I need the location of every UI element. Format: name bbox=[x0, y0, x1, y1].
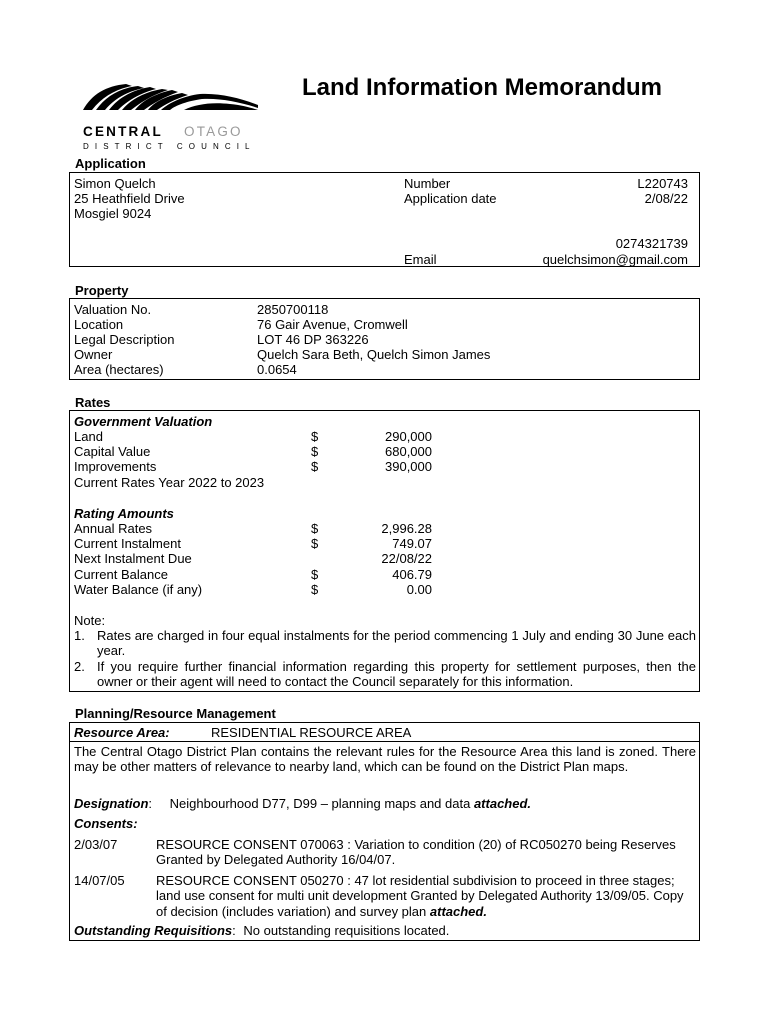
consent-text: RESOURCE CONSENT 050270 : 47 lot residential subdivision to proceed in three stages; land use consent for multi unit development Granted by Delegated Authority 13/09/05. Copy of decision (includes variation) and survey plan bbox=[156, 873, 684, 919]
email-label: Email bbox=[404, 252, 437, 267]
rates-label: Next Instalment Due bbox=[74, 551, 192, 566]
rates-value: 290,000 bbox=[385, 429, 432, 444]
designation-row bbox=[74, 796, 531, 811]
currency-symbol: $ bbox=[311, 521, 319, 536]
divider bbox=[70, 741, 699, 742]
property-box bbox=[69, 298, 700, 380]
property-value: 76 Gair Avenue, Cromwell bbox=[257, 317, 408, 332]
rating-amounts-heading: Rating Amounts bbox=[74, 506, 174, 521]
planning-box bbox=[69, 722, 700, 941]
currency-symbol: $ bbox=[311, 444, 319, 459]
consent-text-block bbox=[156, 873, 688, 919]
rates-value: 0.00 bbox=[406, 582, 432, 597]
property-label: Owner bbox=[74, 347, 113, 362]
note-item bbox=[74, 628, 696, 659]
property-label: Location bbox=[74, 317, 124, 332]
currency-symbol: $ bbox=[311, 429, 319, 444]
applicant-address-line1: 25 Heathfield Drive bbox=[74, 191, 185, 206]
consent-text-block bbox=[156, 837, 676, 868]
notes-list bbox=[74, 628, 696, 689]
property-label: Legal Description bbox=[74, 332, 175, 347]
rates-value: 22/08/22 bbox=[381, 551, 432, 566]
rates-label: Annual Rates bbox=[74, 521, 153, 536]
currency-symbol: $ bbox=[311, 567, 319, 582]
resource-area-label: Resource Area: bbox=[74, 725, 170, 740]
logo-wordmark-accent: OTAGO bbox=[184, 124, 243, 139]
applicant-address-line2: Mosgiel 9024 bbox=[74, 206, 152, 221]
rates-label: Capital Value bbox=[74, 444, 151, 459]
application-number: L220743 bbox=[637, 176, 688, 191]
note-item bbox=[74, 659, 696, 690]
designation-colon: : bbox=[148, 796, 153, 811]
property-value: LOT 46 DP 363226 bbox=[257, 332, 369, 347]
currency-symbol: $ bbox=[311, 459, 319, 474]
number-label: Number bbox=[404, 176, 451, 191]
currency-symbol: $ bbox=[311, 536, 319, 551]
property-value: 2850700118 bbox=[257, 302, 329, 317]
requisitions-colon: : bbox=[232, 923, 236, 938]
consent-date: 14/07/05 bbox=[74, 873, 125, 888]
property-value: 0.0654 bbox=[257, 362, 297, 377]
currency-symbol: $ bbox=[311, 582, 319, 597]
designation-attached: attached. bbox=[473, 796, 532, 811]
consent-text: RESOURCE CONSENT 070063 : Variation to condition (20) of RC050270 being Reserves Granted by Delegated Authority 16/04/07. bbox=[156, 837, 676, 868]
mountain-logo-icon bbox=[80, 74, 265, 154]
rates-label: Improvements bbox=[74, 459, 157, 474]
district-plan-text: The Central Otago District Plan contains the relevant rules for the Resource Area this land is zoned. There may be other matters of relevance to nearby land, which can be found on the District Plan maps. bbox=[74, 744, 696, 775]
rates-value: 680,000 bbox=[385, 444, 432, 459]
consent-date: 2/03/07 bbox=[74, 837, 118, 852]
rates-value: 749.07 bbox=[392, 536, 432, 551]
requisitions-label: Outstanding Requisitions bbox=[74, 923, 233, 938]
rates-value: 390,000 bbox=[385, 459, 432, 474]
current-rates-year: Current Rates Year 2022 to 2023 bbox=[74, 475, 265, 490]
application-date-label: Application date bbox=[404, 191, 497, 206]
property-label: Area (hectares) bbox=[74, 362, 164, 377]
note-number: 1. bbox=[74, 628, 85, 643]
property-section-title: Property bbox=[75, 283, 129, 298]
consent-attached: attached. bbox=[429, 903, 487, 919]
note-label: Note: bbox=[74, 613, 106, 628]
council-logo bbox=[80, 74, 265, 154]
page-title: Land Information Memorandum bbox=[302, 74, 662, 101]
application-section-title: Application bbox=[75, 156, 146, 171]
note-text: Rates are charged in four equal instalments for the period commencing 1 July and ending 30 June each year. bbox=[97, 628, 696, 659]
rates-value: 406.79 bbox=[392, 567, 432, 582]
applicant-name: Simon Quelch bbox=[74, 176, 156, 191]
designation-value: Neighbourhood D77, D99 – planning maps and data bbox=[169, 796, 471, 811]
logo-wordmark: CENTRAL bbox=[83, 124, 163, 139]
consents-label: Consents: bbox=[74, 816, 138, 831]
rates-label: Current Balance bbox=[74, 567, 168, 582]
rates-label: Water Balance (if any) bbox=[74, 582, 203, 597]
rates-label: Current Instalment bbox=[74, 536, 181, 551]
government-valuation-heading: Government Valuation bbox=[74, 414, 213, 429]
designation-label: Designation bbox=[74, 796, 149, 811]
note-number: 2. bbox=[74, 658, 85, 674]
rates-label: Land bbox=[74, 429, 103, 444]
rates-box bbox=[69, 410, 700, 692]
rates-value: 2,996.28 bbox=[381, 521, 432, 536]
requisitions-row bbox=[74, 923, 449, 938]
requisitions-value: No outstanding requisitions located. bbox=[243, 923, 450, 938]
application-box bbox=[69, 172, 700, 267]
logo-subtitle: DISTRICT COUNCIL bbox=[83, 142, 256, 151]
application-date: 2/08/22 bbox=[644, 191, 688, 206]
planning-section-title: Planning/Resource Management bbox=[75, 706, 276, 721]
property-label: Valuation No. bbox=[74, 302, 152, 317]
rates-section-title: Rates bbox=[75, 395, 111, 410]
property-value: Quelch Sara Beth, Quelch Simon James bbox=[257, 347, 491, 362]
applicant-phone: 0274321739 bbox=[615, 236, 688, 251]
applicant-email: quelchsimon@gmail.com bbox=[542, 252, 688, 267]
resource-area-value: RESIDENTIAL RESOURCE AREA bbox=[211, 725, 412, 740]
note-text: If you require further financial information regarding this property for settlement purposes, then the owner or their agent will need to contact the Council separately for this information. bbox=[97, 658, 696, 689]
